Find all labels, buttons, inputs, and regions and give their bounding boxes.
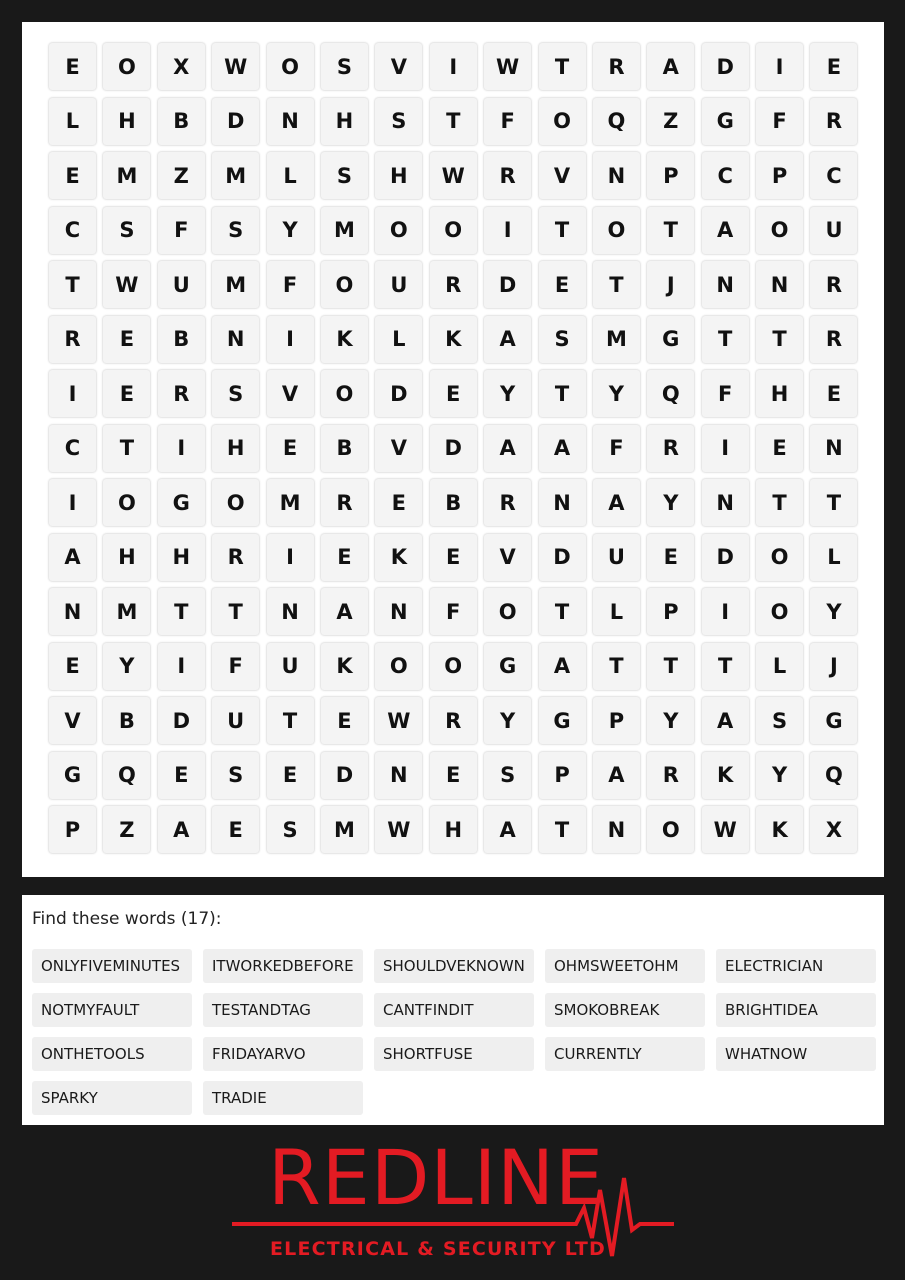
word-item: WHATNOW [716,1037,876,1071]
logo-subtitle: ELECTRICAL & SECURITY LTD [270,1238,606,1260]
grid-cell[interactable]: Q [810,752,857,799]
grid-cell[interactable]: R [810,98,857,145]
grid-cell[interactable]: X [158,43,205,90]
grid-cell[interactable]: L [375,316,422,363]
grid-cell[interactable]: O [484,588,531,635]
grid-cell[interactable]: O [430,643,477,690]
grid-cell[interactable]: H [375,152,422,199]
grid-cell[interactable]: E [810,370,857,417]
grid-cell[interactable]: Z [647,98,694,145]
grid-cell[interactable]: T [702,316,749,363]
grid-cell[interactable]: V [267,370,314,417]
grid-cell[interactable]: O [756,534,803,581]
grid-cell[interactable]: W [103,261,150,308]
grid-cell[interactable]: N [756,261,803,308]
grid-cell[interactable]: O [647,806,694,853]
grid-cell[interactable]: O [593,207,640,254]
grid-cell[interactable]: N [702,479,749,526]
word-list-title: Find these words (17): [32,909,222,929]
grid-cell[interactable]: T [647,207,694,254]
grid-cell[interactable]: K [375,534,422,581]
grid-cell[interactable]: L [49,98,96,145]
grid-cell[interactable]: I [267,316,314,363]
grid-cell[interactable]: P [756,152,803,199]
grid-cell[interactable]: O [430,207,477,254]
grid-cell[interactable]: E [267,752,314,799]
grid-cell[interactable]: M [103,152,150,199]
grid-cell[interactable]: N [267,588,314,635]
grid-cell[interactable]: Y [267,207,314,254]
grid-cell[interactable]: F [212,643,259,690]
grid-cell[interactable]: M [103,588,150,635]
grid-cell[interactable]: G [647,316,694,363]
grid-cell[interactable]: G [49,752,96,799]
grid-cell[interactable]: E [267,425,314,472]
grid-cell[interactable]: W [702,806,749,853]
grid-cell[interactable]: R [321,479,368,526]
grid-cell[interactable]: I [756,43,803,90]
grid-cell[interactable]: R [49,316,96,363]
grid-cell[interactable]: T [756,316,803,363]
grid-cell[interactable]: A [647,43,694,90]
word-item: NOTMYFAULT [32,993,192,1027]
grid-cell[interactable]: L [267,152,314,199]
grid-cell[interactable]: O [756,207,803,254]
grid-cell[interactable]: I [158,425,205,472]
grid-cell[interactable]: O [103,43,150,90]
grid-cell[interactable]: E [430,370,477,417]
grid-cell[interactable]: U [212,697,259,744]
grid-cell[interactable]: I [267,534,314,581]
grid-cell[interactable]: O [267,43,314,90]
grid-cell[interactable]: S [375,98,422,145]
grid-cell[interactable]: U [810,207,857,254]
grid-cell[interactable]: A [539,425,586,472]
letter-grid [49,43,857,853]
grid-cell[interactable]: G [539,697,586,744]
grid-cell[interactable]: Y [103,643,150,690]
grid-cell[interactable]: C [810,152,857,199]
grid-cell[interactable]: I [49,370,96,417]
grid-cell[interactable]: D [430,425,477,472]
grid-cell[interactable]: A [321,588,368,635]
grid-cell[interactable]: H [158,534,205,581]
grid-cell[interactable]: E [158,752,205,799]
grid-cell[interactable]: J [810,643,857,690]
grid-cell[interactable]: O [212,479,259,526]
grid-cell[interactable]: M [321,806,368,853]
grid-cell[interactable]: Y [756,752,803,799]
grid-cell[interactable]: T [810,479,857,526]
grid-cell[interactable]: R [430,261,477,308]
grid-cell[interactable]: N [375,752,422,799]
grid-cell[interactable]: T [103,425,150,472]
grid-cell[interactable]: K [321,643,368,690]
grid-cell[interactable]: R [484,479,531,526]
grid-cell[interactable]: D [702,534,749,581]
grid-cell[interactable]: S [212,207,259,254]
grid-cell[interactable]: C [49,207,96,254]
grid-cell[interactable]: X [810,806,857,853]
grid-cell[interactable]: H [212,425,259,472]
grid-cell[interactable]: E [103,316,150,363]
grid-cell[interactable]: M [321,207,368,254]
grid-cell[interactable]: F [267,261,314,308]
grid-cell[interactable]: F [158,207,205,254]
grid-cell[interactable]: H [430,806,477,853]
grid-cell[interactable]: B [103,697,150,744]
grid-cell[interactable]: E [810,43,857,90]
word-item: OHMSWEETOHM [545,949,705,983]
word-item: BRIGHTIDEA [716,993,876,1027]
grid-cell[interactable]: N [539,479,586,526]
grid-cell[interactable]: F [756,98,803,145]
grid-cell[interactable]: I [484,207,531,254]
grid-cell[interactable]: N [49,588,96,635]
grid-cell[interactable]: B [158,98,205,145]
grid-cell[interactable]: E [49,643,96,690]
grid-cell[interactable]: F [430,588,477,635]
word-item: CANTFINDIT [374,993,534,1027]
word-item: SMOKOBREAK [545,993,705,1027]
grid-cell[interactable]: O [321,370,368,417]
grid-cell[interactable]: I [430,43,477,90]
grid-cell[interactable]: N [702,261,749,308]
word-item: TRADIE [203,1081,363,1115]
grid-cell[interactable]: A [702,697,749,744]
grid-cell[interactable]: C [702,152,749,199]
grid-cell[interactable]: T [647,643,694,690]
grid-cell[interactable]: Y [647,479,694,526]
grid-cell[interactable]: O [375,643,422,690]
grid-cell[interactable]: I [702,588,749,635]
grid-cell[interactable]: A [49,534,96,581]
grid-cell[interactable]: V [375,43,422,90]
grid-cell[interactable]: W [375,697,422,744]
grid-cell[interactable]: L [810,534,857,581]
grid-cell[interactable]: T [539,588,586,635]
grid-cell[interactable]: S [321,43,368,90]
grid-cell[interactable]: T [593,643,640,690]
grid-cell[interactable]: G [810,697,857,744]
grid-cell[interactable]: I [702,425,749,472]
grid-cell[interactable]: P [49,806,96,853]
grid-cell[interactable]: K [702,752,749,799]
grid-cell[interactable]: K [321,316,368,363]
grid-cell[interactable]: P [539,752,586,799]
grid-cell[interactable]: E [647,534,694,581]
grid-cell[interactable]: E [430,534,477,581]
grid-cell[interactable]: B [321,425,368,472]
grid-cell[interactable]: N [267,98,314,145]
grid-cell[interactable]: R [158,370,205,417]
grid-cell[interactable]: R [593,43,640,90]
grid-cell[interactable]: I [49,479,96,526]
grid-cell[interactable]: D [321,752,368,799]
grid-cell[interactable]: A [484,316,531,363]
grid-cell[interactable]: A [593,479,640,526]
grid-cell[interactable]: O [375,207,422,254]
grid-cell[interactable]: E [103,370,150,417]
grid-cell[interactable]: W [212,43,259,90]
grid-cell[interactable]: E [375,479,422,526]
grid-cell[interactable]: U [593,534,640,581]
grid-cell[interactable]: K [430,316,477,363]
grid-cell[interactable]: Q [593,98,640,145]
grid-cell[interactable]: T [49,261,96,308]
grid-cell[interactable]: B [430,479,477,526]
grid-cell[interactable]: R [484,152,531,199]
grid-cell[interactable]: T [593,261,640,308]
grid-cell[interactable]: T [539,207,586,254]
grid-cell[interactable]: F [702,370,749,417]
grid-cell[interactable]: V [375,425,422,472]
grid-cell[interactable]: E [756,425,803,472]
word-item: FRIDAYARVO [203,1037,363,1071]
grid-cell[interactable]: Z [103,806,150,853]
grid-cell[interactable]: S [539,316,586,363]
grid-cell[interactable]: S [267,806,314,853]
grid-cell[interactable]: T [212,588,259,635]
grid-cell[interactable]: O [103,479,150,526]
grid-cell[interactable]: J [647,261,694,308]
grid-cell[interactable]: L [756,643,803,690]
grid-cell[interactable]: G [158,479,205,526]
grid-cell[interactable]: N [212,316,259,363]
grid-cell[interactable]: P [647,588,694,635]
logo-name: REDLINE [268,1133,604,1222]
grid-cell[interactable]: Z [158,152,205,199]
grid-cell[interactable]: S [321,152,368,199]
grid-cell[interactable]: E [212,806,259,853]
grid-cell[interactable]: Q [647,370,694,417]
redline-logo [228,1133,678,1268]
grid-cell[interactable]: S [484,752,531,799]
word-list [32,949,876,1115]
grid-cell[interactable]: V [539,152,586,199]
word-item: CURRENTLY [545,1037,705,1071]
grid-cell[interactable]: W [484,43,531,90]
grid-cell[interactable]: T [702,643,749,690]
grid-cell[interactable]: W [375,806,422,853]
grid-cell[interactable]: O [539,98,586,145]
grid-cell[interactable]: Y [484,370,531,417]
word-item: SPARKY [32,1081,192,1115]
grid-cell[interactable]: A [539,643,586,690]
grid-cell[interactable]: H [103,534,150,581]
grid-cell[interactable]: N [593,152,640,199]
grid-cell[interactable]: M [212,152,259,199]
grid-cell[interactable]: H [103,98,150,145]
grid-cell[interactable]: D [212,98,259,145]
grid-cell[interactable]: T [539,370,586,417]
grid-cell[interactable]: A [702,207,749,254]
grid-cell[interactable]: R [810,316,857,363]
grid-cell[interactable]: H [321,98,368,145]
grid-cell[interactable]: T [539,43,586,90]
grid-cell[interactable]: G [702,98,749,145]
grid-cell[interactable]: O [321,261,368,308]
grid-cell[interactable]: T [539,806,586,853]
grid-cell[interactable]: P [593,697,640,744]
grid-cell[interactable]: T [756,479,803,526]
grid-cell[interactable]: Q [103,752,150,799]
grid-cell[interactable]: U [158,261,205,308]
grid-cell[interactable]: F [593,425,640,472]
grid-cell[interactable]: D [702,43,749,90]
grid-cell[interactable]: D [375,370,422,417]
grid-cell[interactable]: W [430,152,477,199]
grid-cell[interactable]: M [212,261,259,308]
grid-cell[interactable]: U [375,261,422,308]
grid-cell[interactable]: E [49,43,96,90]
grid-cell[interactable]: R [647,752,694,799]
grid-cell[interactable]: Y [593,370,640,417]
grid-cell[interactable]: N [593,806,640,853]
grid-cell[interactable]: Y [647,697,694,744]
grid-cell[interactable]: A [593,752,640,799]
grid-cell[interactable]: M [267,479,314,526]
grid-cell[interactable]: T [267,697,314,744]
grid-cell[interactable]: E [321,697,368,744]
grid-cell[interactable]: I [158,643,205,690]
word-item: SHORTFUSE [374,1037,534,1071]
grid-cell[interactable]: R [810,261,857,308]
word-item: SHOULDVEKNOWN [374,949,534,983]
grid-cell[interactable]: R [212,534,259,581]
grid-cell[interactable]: T [158,588,205,635]
grid-cell[interactable]: R [647,425,694,472]
word-item: ONTHETOOLS [32,1037,192,1071]
grid-cell[interactable]: R [430,697,477,744]
grid-cell[interactable]: K [756,806,803,853]
word-item: ONLYFIVEMINUTES [32,949,192,983]
grid-cell[interactable]: T [430,98,477,145]
grid-cell[interactable]: N [375,588,422,635]
grid-cell[interactable]: G [484,643,531,690]
grid-cell[interactable]: B [158,316,205,363]
grid-cell[interactable]: E [49,152,96,199]
word-list-panel [22,895,884,1125]
grid-cell[interactable]: L [593,588,640,635]
grid-cell[interactable]: Y [810,588,857,635]
grid-cell[interactable]: A [484,425,531,472]
grid-cell[interactable]: U [267,643,314,690]
grid-cell[interactable]: D [158,697,205,744]
word-item: ITWORKEDBEFORE [203,949,363,983]
grid-cell[interactable]: A [158,806,205,853]
grid-cell[interactable]: A [484,806,531,853]
grid-cell[interactable]: S [103,207,150,254]
word-item: TESTANDTAG [203,993,363,1027]
grid-cell[interactable]: E [539,261,586,308]
grid-cell[interactable]: P [647,152,694,199]
grid-cell[interactable]: D [484,261,531,308]
grid-cell[interactable]: V [49,697,96,744]
grid-cell[interactable]: E [321,534,368,581]
grid-cell[interactable]: M [593,316,640,363]
grid-cell[interactable]: Y [484,697,531,744]
grid-cell[interactable]: N [810,425,857,472]
grid-cell[interactable]: O [756,588,803,635]
grid-cell[interactable]: H [756,370,803,417]
grid-cell[interactable]: E [430,752,477,799]
grid-cell[interactable]: F [484,98,531,145]
word-item: ELECTRICIAN [716,949,876,983]
grid-cell[interactable]: C [49,425,96,472]
grid-cell[interactable]: S [212,370,259,417]
grid-cell[interactable]: S [756,697,803,744]
grid-cell[interactable]: V [484,534,531,581]
puzzle-panel [22,22,884,877]
grid-cell[interactable]: S [212,752,259,799]
grid-cell[interactable]: D [539,534,586,581]
